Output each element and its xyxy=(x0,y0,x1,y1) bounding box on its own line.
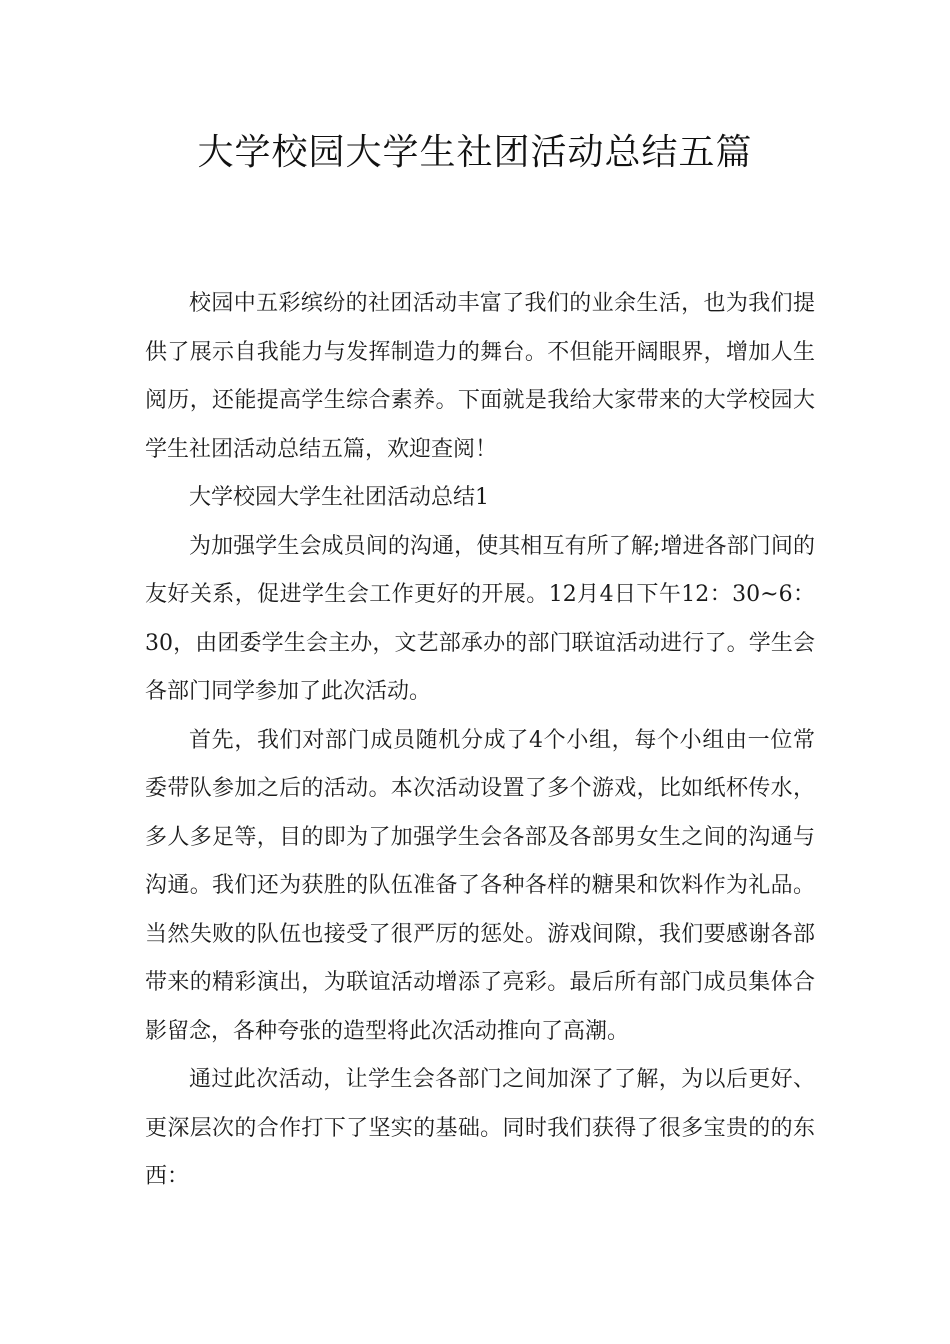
intro-paragraph: 校园中五彩缤纷的社团活动丰富了我们的业余生活，也为我们提供了展示自我能力与发挥制造力的舞台。不但能开阔眼界，增加人生阅历，还能提高学生综合素养。下面就是我给大家带来的大学校园大学生社团活动总结五篇，欢迎查阅！ xyxy=(145,291,815,462)
section-heading: 大学校园大学生社团活动总结1 xyxy=(189,485,489,510)
body-paragraph: 通过此次活动，让学生会各部门之间加深了了解，为以后更好、更深层次的合作打下了坚实的基础。同时我们获得了很多宝贵的的东西： xyxy=(145,1067,815,1189)
body-paragraph: 首先，我们对部门成员随机分成了4个小组，每个小组由一位常委带队参加之后的活动。本次活动设置了多个游戏，比如纸杯传水，多人多足等，目的即为了加强学生会各部及各部男女生之间的沟通与沟通。我们还为获胜的队伍准备了各种各样的糖果和饮料作为礼品。当然失败的队伍也接受了很严厉的惩处。游戏间隙，我们要感谢各部带来的精彩演出，为联谊活动增添了亮彩。最后所有部门成员集体合影留念，各种夸张的造型将此次活动推向了高潮。 xyxy=(145,727,815,1044)
document-title: 大学校园大学生社团活动总结五篇 xyxy=(197,132,753,173)
body-paragraph: 为加强学生会成员间的沟通，使其相互有所了解;增进各部门间的友好关系，促进学生会工作更好的开展。12月4日下午12：30~6：30，由团委学生会主办，文艺部承办的部门联谊活动进行了。学生会各部门同学参加了此次活动。 xyxy=(145,533,815,704)
document-body xyxy=(145,280,815,1202)
